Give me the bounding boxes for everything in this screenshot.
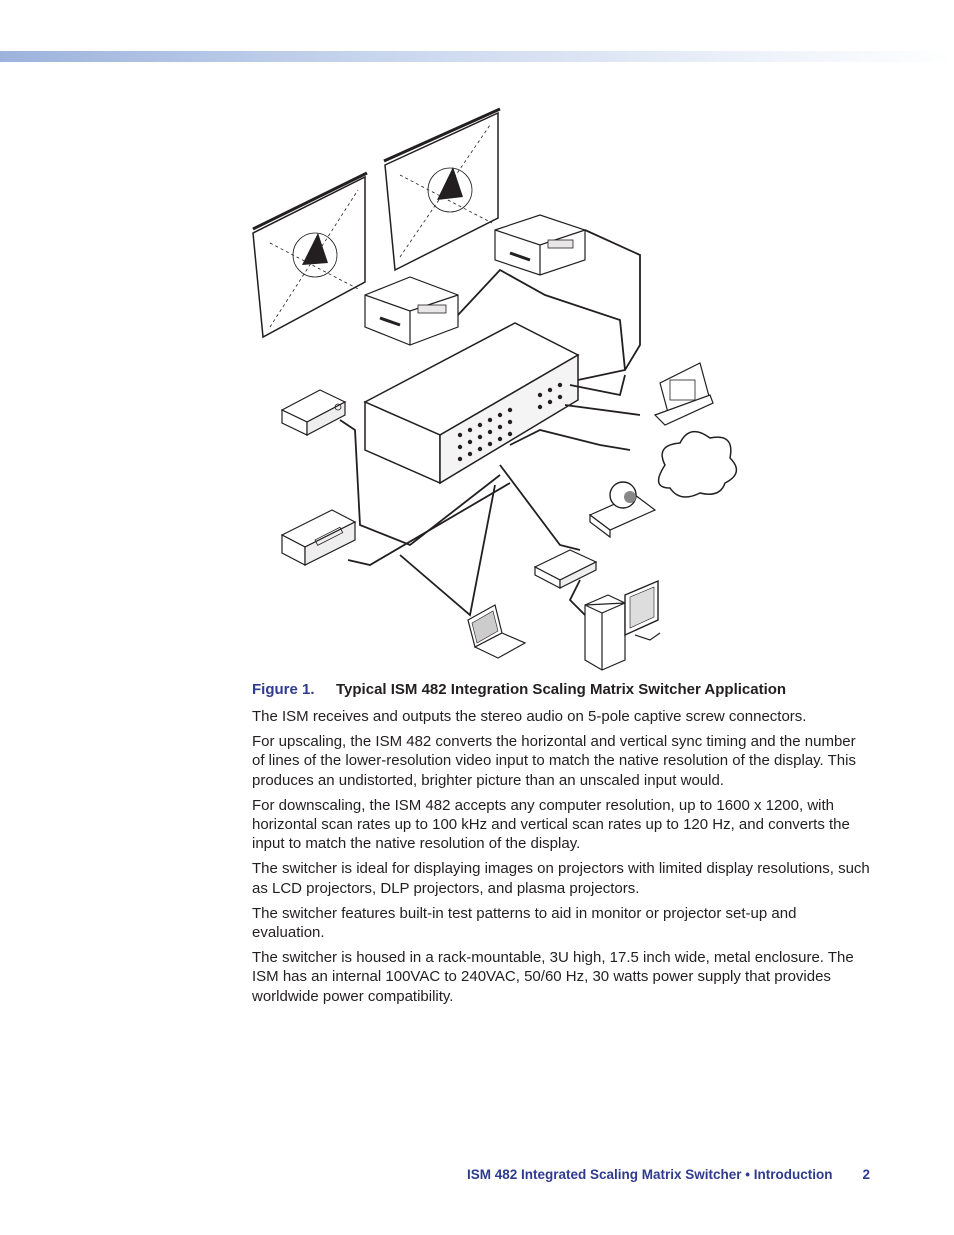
laptop: [468, 605, 525, 658]
video-camera: [590, 482, 655, 537]
paragraph: The switcher is ideal for displaying images on projectors with limited display resolutions, such as LCD projectors, DLP projectors, and plasma projectors.: [252, 860, 870, 897]
page-footer: [467, 1167, 870, 1182]
system-diagram: [240, 105, 740, 675]
body-text: [252, 707, 870, 1012]
projection-screen-left: [253, 173, 367, 337]
touch-panel: [655, 363, 713, 425]
interface-box: [535, 550, 596, 588]
footer-doc-title: ISM 482 Integrated Scaling Matrix Switcher • Introduction: [466, 1167, 833, 1182]
figure-caption: [252, 681, 872, 698]
projector-left: [365, 277, 458, 345]
paragraph: For upscaling, the ISM 482 converts the horizontal and vertical sync timing and the number of lines of the lower-resolution video input to match the native resolution of the display. This produces an undistorted, brighter picture than an unscaled input would.: [252, 733, 856, 789]
projection-screen-right: [384, 109, 500, 270]
paragraph: The switcher is housed in a rack-mountable, 3U high, 17.5 inch wide, metal enclosure. The ISM has an internal 100VAC to 240VAC, 50/60 Hz, 30 watts power supply that provides worldwide power compatibility.: [252, 949, 854, 1005]
page-number: 2: [862, 1167, 870, 1182]
paragraph: For downscaling, the ISM 482 accepts any computer resolution, up to 1600 x 1200, with horizontal scan rates up to 100 kHz and vertical scan rates up to 120 Hz, and converts the input to match the native resolution of the display.: [252, 796, 850, 853]
audio-receiver: [282, 390, 345, 435]
header-band: [0, 51, 954, 62]
paragraph: The switcher features built-in test patterns to aid in monitor or projector set-up and evaluation.: [252, 904, 797, 942]
network-cloud: [659, 432, 737, 497]
desktop-computer: [585, 581, 660, 670]
system-diagram-figure: [240, 105, 740, 675]
figure-number: Figure 1.: [252, 681, 315, 698]
paragraph: The ISM receives and outputs the stereo audio on 5-pole captive screw connectors.: [252, 708, 807, 725]
figure-title: Typical ISM 482 Integration Scaling Matrix Switcher Application: [336, 681, 787, 698]
projector-right: [495, 215, 585, 275]
matrix-switcher: [365, 323, 578, 483]
vcr-player: [282, 510, 355, 565]
